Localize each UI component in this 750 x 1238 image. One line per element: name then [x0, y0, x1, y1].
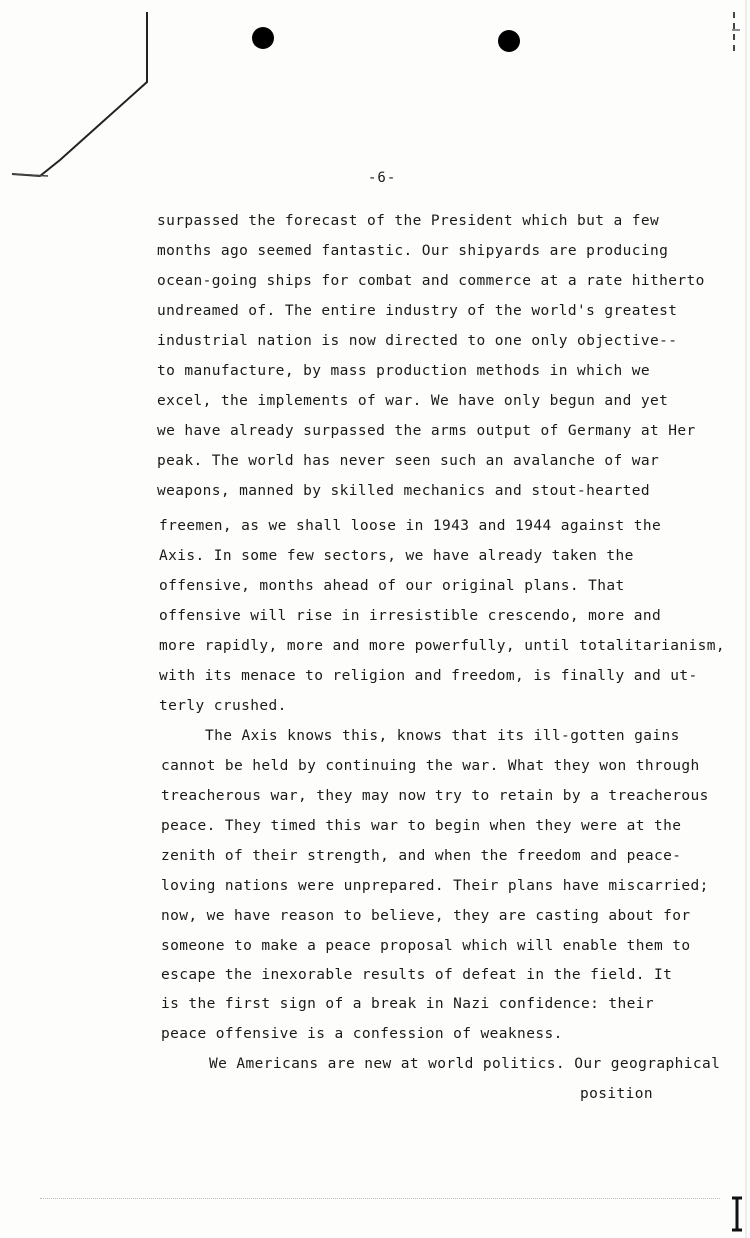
text-line: now, we have reason to believe, they are casting about for — [161, 908, 691, 924]
text-line: excel, the implements of war. We have only begun and yet — [157, 393, 669, 409]
page-number: -6- — [368, 170, 397, 186]
page-edge-marks — [720, 0, 750, 1238]
text-line: offensive will rise in irresistible crescendo, more and — [159, 608, 662, 624]
text-line: loving nations were unprepared. Their plans have miscarried; — [161, 878, 709, 894]
text-line: surpassed the forecast of the President which but a few — [157, 213, 660, 229]
text-line: with its menace to religion and freedom, is finally and ut- — [159, 668, 698, 684]
text-line: offensive, months ahead of our original plans. That — [159, 578, 625, 594]
scan-bottom-rule — [40, 1198, 720, 1200]
text-line: peak. The world has never seen such an avalanche of war — [157, 453, 660, 469]
text-line: The Axis knows this, knows that its ill-gotten gains — [205, 728, 680, 744]
punch-hole-left — [252, 27, 274, 49]
text-line: industrial nation is now directed to one only objective-- — [157, 333, 678, 349]
text-line: freemen, as we shall loose in 1943 and 1944 against the — [159, 518, 662, 534]
text-line: ocean-going ships for combat and commerce at a rate hitherto — [157, 273, 705, 289]
text-line: peace. They timed this war to begin when they were at the — [161, 818, 682, 834]
text-line: to manufacture, by mass production methods in which we — [157, 363, 651, 379]
page-edge-bracket — [730, 1196, 744, 1232]
text-line: peace offensive is a confession of weakness. — [161, 1026, 563, 1042]
text-line: We Americans are new at world politics. Our geographical — [209, 1056, 721, 1072]
text-line: terly crushed. — [159, 698, 287, 714]
text-line: someone to make a peace proposal which will enable them to — [161, 938, 691, 954]
text-line: we have already surpassed the arms output of Germany at Her — [157, 423, 696, 439]
punch-hole-right — [498, 30, 520, 52]
text-line: cannot be held by continuing the war. What they won through — [161, 758, 700, 774]
text-line: undreamed of. The entire industry of the world's greatest — [157, 303, 678, 319]
handwritten-corner-mark — [0, 0, 170, 190]
text-line: escape the inexorable results of defeat in the field. It — [161, 967, 673, 983]
text-line: weapons, manned by skilled mechanics and stout-hearted — [157, 483, 651, 499]
text-line: treacherous war, they may now try to retain by a treacherous — [161, 788, 709, 804]
text-line: zenith of their strength, and when the freedom and peace- — [161, 848, 682, 864]
text-line: months ago seemed fantastic. Our shipyards are producing — [157, 243, 669, 259]
text-line: is the first sign of a break in Nazi confidence: their — [161, 996, 655, 1012]
text-line: more rapidly, more and more powerfully, until totalitarianism, — [159, 638, 726, 654]
text-line: Axis. In some few sectors, we have already taken the — [159, 548, 634, 564]
catchword: position — [580, 1086, 654, 1102]
